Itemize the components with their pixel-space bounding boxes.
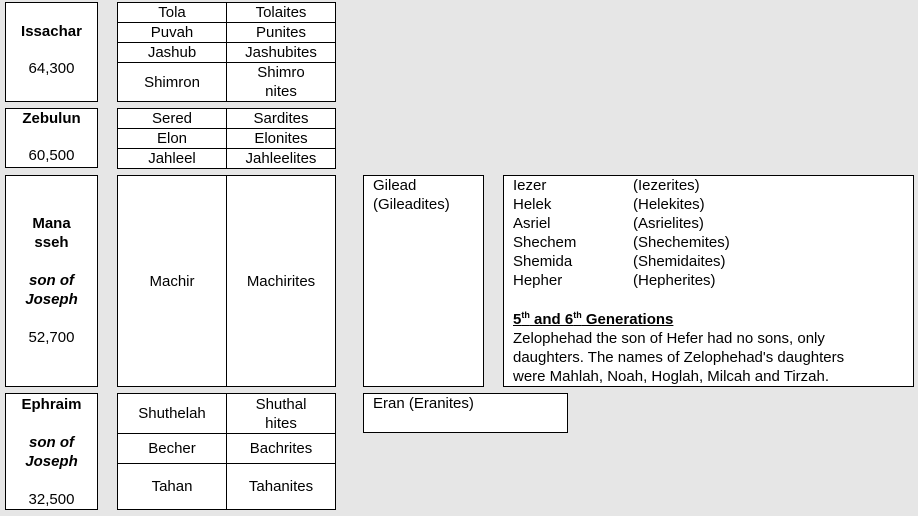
son-clan: (Shechemites) [633, 234, 730, 251]
tribe-lineage [25, 271, 78, 309]
lineage-part: son of [28, 272, 74, 289]
table-row [118, 109, 336, 129]
son-clan: (Shemidaites) [633, 253, 726, 270]
tribe-name: Ephraim [21, 396, 82, 413]
clan-father: Machir [118, 176, 227, 387]
son-name: Hepher [513, 272, 563, 289]
clan-father: Shuthelah [118, 394, 227, 434]
generations-text-line: were Mahlah, Noah, Hoglah, Milcah and Tirzah. [513, 368, 829, 385]
clan-name-part: Shuthal [255, 395, 307, 413]
son-name: Helek [513, 196, 552, 213]
clan-father: Tola [118, 3, 227, 23]
tribe-count: 32,500 [28, 491, 75, 508]
clan-name-part: Shimro [257, 64, 305, 81]
clan-name-part: nites [265, 83, 297, 100]
clan-name: Jahleelites [227, 149, 336, 169]
clan-father: Tahan [118, 464, 227, 510]
tribe-count: 60,500 [28, 147, 75, 164]
table-row [118, 176, 336, 387]
gilead-sons-box [503, 175, 914, 387]
tribe-name-part: sseh [34, 234, 69, 251]
gilead-clan: (Gileadites) [373, 196, 450, 213]
generations-text-line: daughters. The names of Zelophehad's daughters [513, 349, 845, 366]
tribe-lineage [25, 433, 78, 471]
clan-name: Elonites [227, 129, 336, 149]
table-row [118, 149, 336, 169]
clan-name: Punites [227, 23, 336, 43]
list-item [513, 195, 730, 214]
tribe-name: Issachar [21, 23, 82, 40]
tribe-count: 52,700 [28, 329, 75, 346]
tribe-box-ephraim [5, 393, 98, 510]
gilead-box [363, 175, 484, 387]
son-name: Iezer [513, 177, 547, 194]
table-row [118, 394, 336, 434]
table-row [118, 129, 336, 149]
clan-father: Puvah [118, 23, 227, 43]
list-item [513, 176, 730, 195]
tribe-count: 64,300 [28, 60, 75, 77]
clan-father: Jashub [118, 43, 227, 63]
son-clan: (Asrielites) [633, 215, 704, 232]
clan-name: Sardites [227, 109, 336, 129]
table-row [118, 3, 336, 23]
eran-box [363, 393, 568, 433]
gilead-sons-list [513, 176, 730, 290]
list-item [513, 214, 730, 233]
clan-name [227, 394, 336, 434]
table-row [118, 63, 336, 102]
clan-father: Jahleel [118, 149, 227, 169]
clan-name: Tahanites [227, 464, 336, 510]
issachar-clans-table [117, 2, 336, 102]
clan-name: Jashubites [227, 43, 336, 63]
tribe-name-part: Mana [32, 215, 71, 232]
lineage-part: son of [28, 434, 74, 451]
list-item [513, 233, 730, 252]
clan-name: Tolaites [227, 3, 336, 23]
lineage-part: Joseph [25, 453, 78, 470]
table-row [118, 23, 336, 43]
zebulun-clans-table [117, 108, 336, 169]
table-row [118, 43, 336, 63]
clan-father: Elon [118, 129, 227, 149]
table-row [118, 464, 336, 510]
son-name: Asriel [513, 215, 551, 232]
tribe-name: Zebulun [22, 110, 81, 127]
clan-name-part: hites [265, 414, 297, 432]
clan-father: Becher [118, 434, 227, 464]
tribe-box-manasseh [5, 175, 98, 387]
clan-father: Shimron [118, 63, 227, 102]
son-name: Shechem [513, 234, 577, 251]
title-part: 5 [513, 311, 522, 328]
clan-name [227, 63, 336, 102]
clan-name: Machirites [227, 176, 336, 387]
clan-father: Sered [118, 109, 227, 129]
title-part: Generations [581, 311, 674, 328]
son-name: Shemida [513, 253, 573, 270]
tribe-box-zebulun [5, 108, 98, 168]
eran-label: Eran (Eranites) [373, 395, 474, 412]
ephraim-clans-table [117, 393, 336, 510]
list-item [513, 271, 730, 290]
generations-title [513, 310, 913, 329]
clan-name: Bachrites [227, 434, 336, 464]
title-sup: th [521, 310, 530, 320]
manasseh-clans-table [117, 175, 336, 387]
gilead-name: Gilead [373, 177, 417, 194]
title-sup: th [573, 310, 582, 320]
table-row [118, 434, 336, 464]
lineage-part: Joseph [25, 291, 78, 308]
generations-text-line: Zelophehad the son of Hefer had no sons, only [513, 330, 825, 347]
tribe-box-issachar [5, 2, 98, 102]
list-item [513, 252, 730, 271]
tribe-name [32, 214, 70, 252]
son-clan: (Iezerites) [633, 177, 700, 194]
son-clan: (Hepherites) [633, 272, 716, 289]
son-clan: (Helekites) [633, 196, 705, 213]
title-part: and 6 [529, 311, 574, 328]
